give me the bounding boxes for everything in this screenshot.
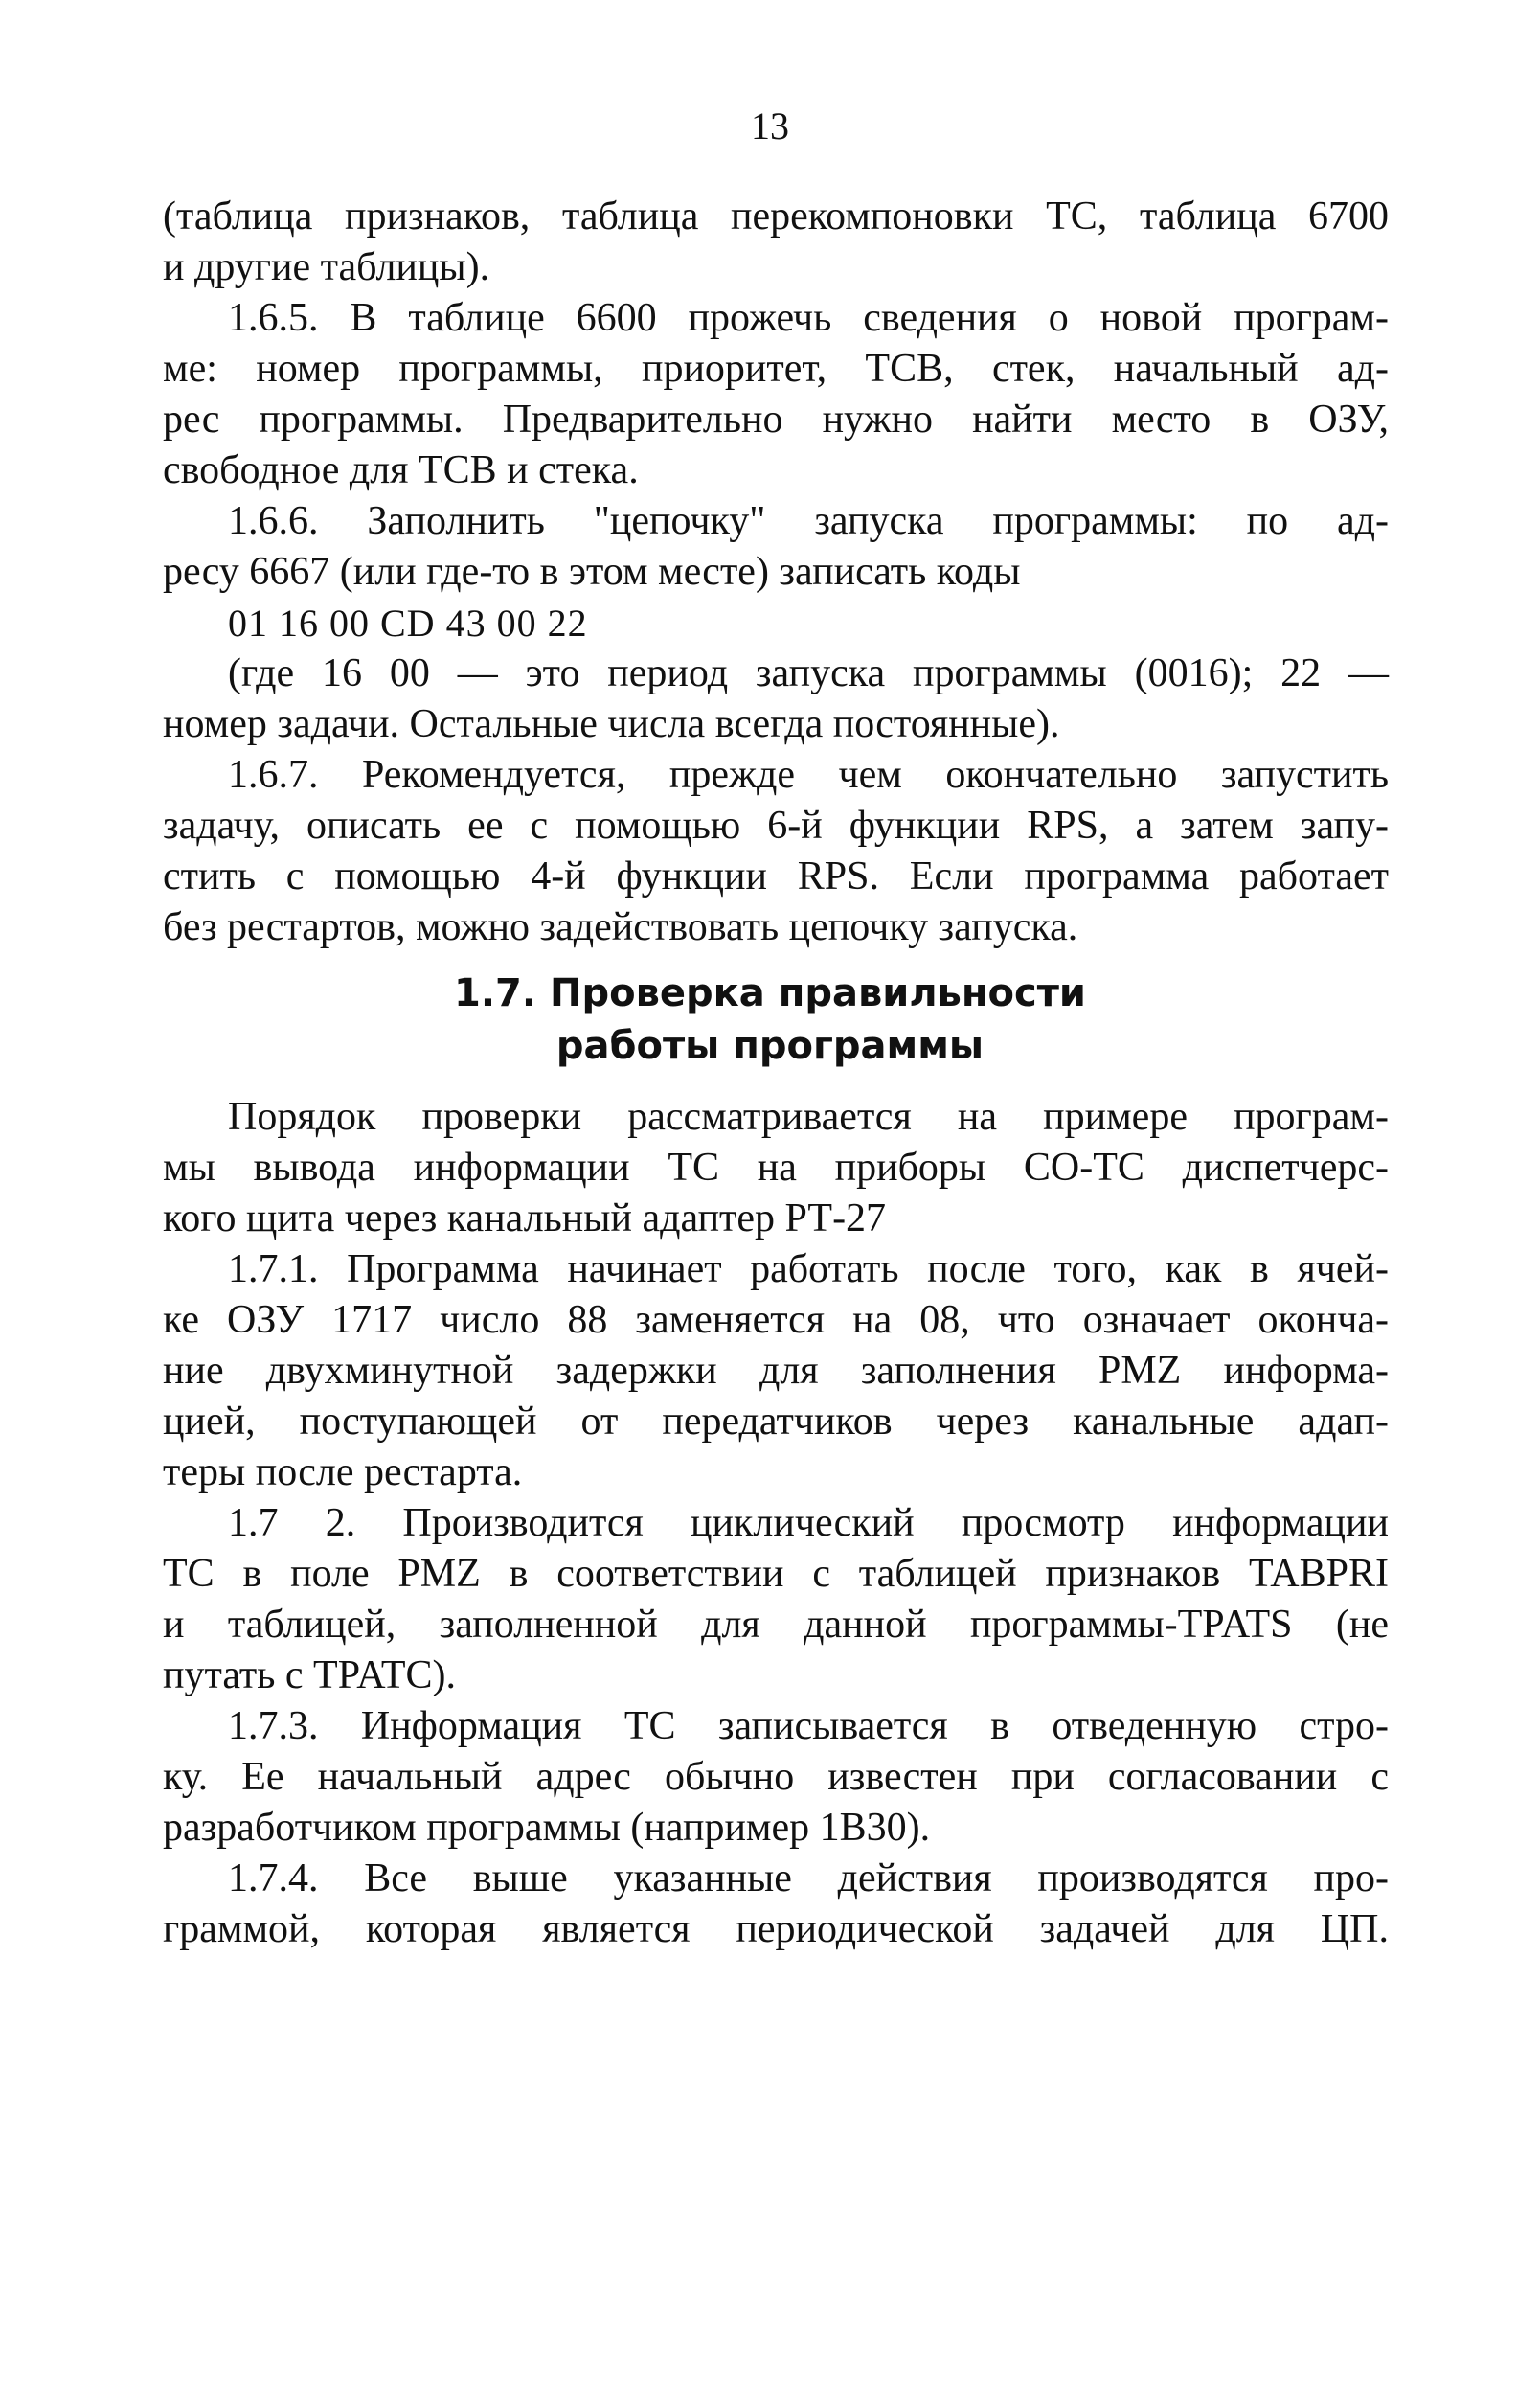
body-text-top bbox=[163, 192, 1389, 953]
paragraph-1-7-line: Порядок проверки рассматривается на примере програм- bbox=[228, 1095, 1389, 1139]
page-number: 13 bbox=[751, 104, 789, 148]
paragraph-1-7-4-line: 1.7.4. Все выше указанные действия производятся про- bbox=[228, 1856, 1389, 1901]
text-line: и другие таблицы). bbox=[163, 245, 490, 289]
body-text-bottom bbox=[163, 1092, 1389, 1955]
paragraph-1-7-3-line: ку. Ее начальный адрес обычно известен при согласовании с bbox=[163, 1755, 1389, 1799]
paragraph-1-6-5-line: рес программы. Предварительно нужно найти место в ОЗУ, bbox=[163, 398, 1389, 442]
section-heading bbox=[0, 967, 1540, 1073]
paragraph-1-7-1-line: 1.7.1. Программа начинает работать после того, как в ячей- bbox=[228, 1247, 1389, 1291]
paragraph-1-7-2-line: и таблицей, заполненной для данной программы-TPATS (не bbox=[163, 1603, 1389, 1647]
paragraph-1-7-2-line: ТС в поле PMZ в соответствии с таблицей признаков TABPRI bbox=[163, 1552, 1389, 1596]
paragraph-1-7-1-line: ние двухминутной задержки для заполнения PMZ информа- bbox=[163, 1349, 1389, 1393]
paragraph-1-7-2-line: путать с TPATC). bbox=[163, 1653, 457, 1697]
paragraph-1-7-3-line: 1.7.3. Информация ТС записывается в отведенную стро- bbox=[228, 1704, 1389, 1748]
paragraph-1-6-7-line: стить с помощью 4-й функции RPS. Если программа работает bbox=[163, 854, 1389, 899]
paragraph-1-6-5-line: 1.6.5. В таблице 6600 прожечь сведения о новой програм- bbox=[228, 296, 1389, 340]
section-heading-line: 1.7. Проверка правильности bbox=[454, 971, 1086, 1015]
section-heading-line: работы программы bbox=[555, 1024, 985, 1068]
paragraph-1-7-1-line: теры после рестарта. bbox=[163, 1450, 523, 1494]
paragraph-1-7-1-line: цией, поступающей от передатчиков через канальные адап- bbox=[163, 1400, 1389, 1444]
paragraph-1-7-line: кого щита через канальный адаптер РТ-27 bbox=[163, 1196, 887, 1241]
paragraph-1-6-7-line: задачу, описать ее с помощью 6-й функции RPS, а затем запу- bbox=[163, 804, 1389, 848]
paragraph-1-6-6-line: ресу 6667 (или где-то в этом месте) записать коды bbox=[163, 550, 1021, 594]
paragraph-1-7-1-line: ке ОЗУ 1717 число 88 заменяется на 08, что означает оконча- bbox=[163, 1298, 1389, 1342]
paragraph-1-6-7-line: 1.6.7. Рекомендуется, прежде чем окончательно запустить bbox=[228, 753, 1389, 797]
paragraph-1-7-2-line: 1.7 2. Производится циклический просмотр информации bbox=[228, 1501, 1389, 1545]
paragraph-1-7-line: мы вывода информации ТС на приборы СО-ТС диспетчерс- bbox=[163, 1146, 1389, 1190]
text-line: (таблица признаков, таблица перекомпоновки ТС, таблица 6700 bbox=[163, 194, 1389, 239]
paragraph-1-6-7-line: без рестартов, можно задействовать цепочку запуска. bbox=[163, 905, 1078, 949]
paragraph-1-6-6-line: 1.6.6. Заполнить "цепочку" запуска программы: по ад- bbox=[228, 499, 1389, 543]
paragraph-1-7-4-line: граммой, которая является периодической задачей для ЦП. bbox=[163, 1907, 1389, 1951]
paragraph-1-7-3-line: разработчиком программы (например 1В30). bbox=[163, 1806, 931, 1850]
paragraph-1-6-5-line: свободное для ТСВ и стека. bbox=[163, 448, 639, 492]
paragraph-1-6-5-line: ме: номер программы, приоритет, ТСВ, стек, начальный ад- bbox=[163, 347, 1389, 391]
paragraph-note-line: номер задачи. Остальные числа всегда постоянные). bbox=[163, 702, 1060, 746]
code-sequence: 01 16 00 CD 43 00 22 bbox=[228, 602, 588, 645]
paragraph-note-line: (где 16 00 — это период запуска программы (0016); 22 — bbox=[228, 651, 1389, 695]
